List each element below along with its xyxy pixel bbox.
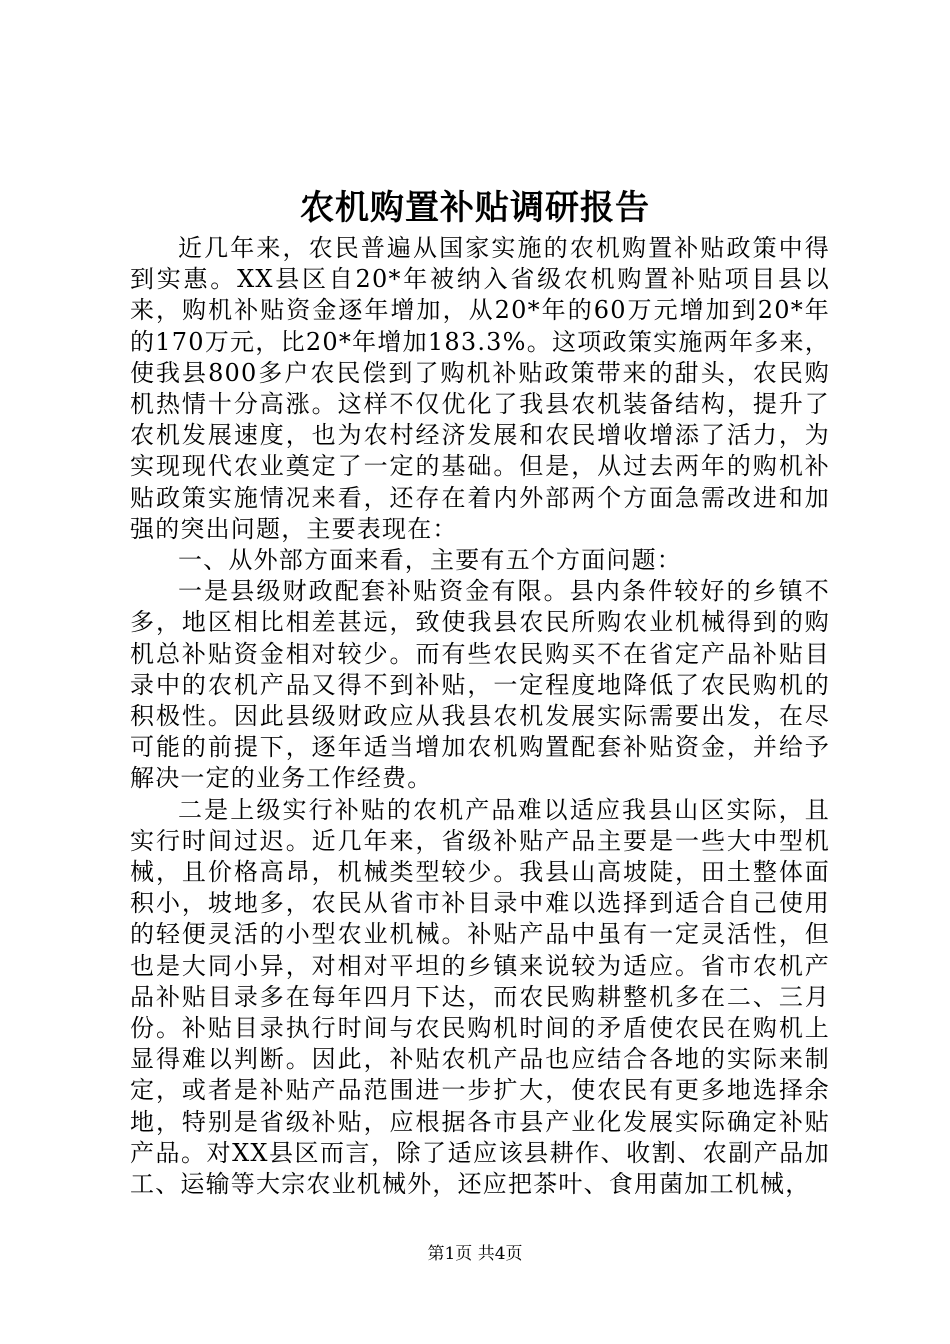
paragraph-point-two: 二是上级实行补贴的农机产品难以适应我县山区实际，且实行时间过迟。近几年来，省级补贴产品主要是一些大中型机械，且价格高昂，机械类型较少。我县山高坡陡，田土整体面积小，坡地多，农民从省市补目录中难以选择到适合自己使用的轻便灵活的小型农业机械。补贴产品中虽有一定灵活性，但也是大同小异，对相对平坦的乡镇来说较为适应。省市农机产品补贴目录多在每年四月下达，而农民购耕整机多在二、三月份。补贴目录执行时间与农民购机时间的矛盾使农民在购机上显得难以判断。因此，补贴农机产品也应结合各地的实际来制定，或者是补贴产品范围进一步扩大，使农民有更多地选择余地，特别是省级补贴，应根据各市县产业化发展实际确定补贴产品。对XX县区而言，除了适应该县耕作、收割、农副产品加工、运输等大宗农业机械外，还应把茶叶、食用菌加工机械， xyxy=(130,795,830,1199)
document-title: 农机购置补贴调研报告 xyxy=(300,188,650,228)
paragraph-section-heading: 一、从外部方面来看，主要有五个方面问题： xyxy=(178,546,682,575)
paragraph-point-one: 一是县级财政配套补贴资金有限。县内条件较好的乡镇不多，地区相比相差甚远，致使我县农民所购农业机械得到的购机总补贴资金相对较少。而有些农民购买不在省定产品补贴目录中的农机产品又得不到补贴，一定程度地降低了农民购机的积极性。因此县级财政应从我县农机发展实际需要出发，在尽可能的前提下，逐年适当增加农机购置配套补贴资金，并给予解决一定的业务工作经费。 xyxy=(130,577,830,793)
page-number-footer: 第1页 共4页 xyxy=(427,1244,523,1264)
paragraph-intro: 近几年来，农民普遍从国家实施的农机购置补贴政策中得到实惠。XX县区自20*年被纳入省级农机购置补贴项目县以来，购机补贴资金逐年增加，从20*年的60万元增加到20*年的170万元，比20*年增加183.3%。这项政策实施两年多来，使我县800多户农民偿到了购机补贴政策带来的甜头，农民购机热情十分高涨。这样不仅优化了我县农机装备结构，提升了农机发展速度，也为农村经济发展和农民增收增添了活力，为实现现代农业奠定了一定的基础。但是，从过去两年的购机补贴政策实施情况来看，还存在着内外部两个方面急需改进和加强的突出问题，主要表现在： xyxy=(130,234,830,543)
document-body xyxy=(130,233,830,1200)
